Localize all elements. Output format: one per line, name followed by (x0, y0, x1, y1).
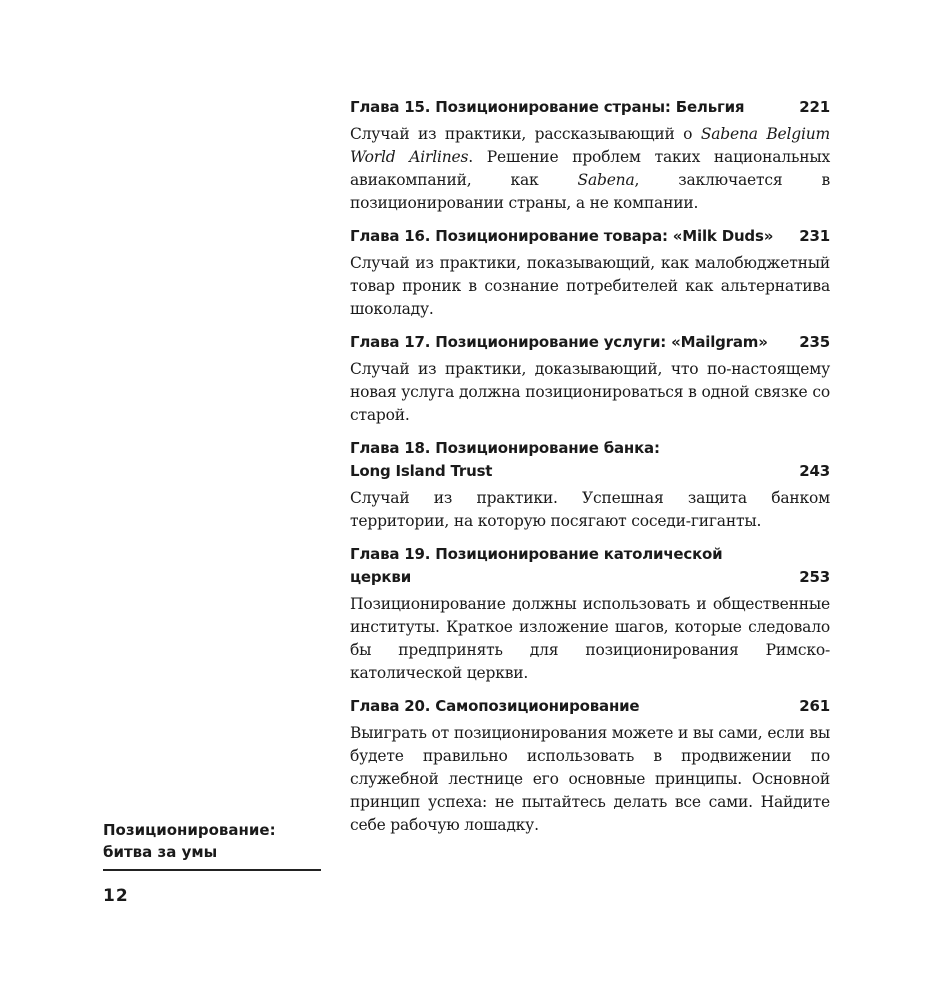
chapter-title-continued: церкви (350, 568, 412, 586)
chapter-page-number: 261 (799, 697, 830, 715)
chapter-heading (350, 225, 830, 248)
chapter-page-number: 243 (799, 462, 830, 480)
book-title-line-2: битва за умы (103, 843, 218, 861)
chapter-title: Глава 16. Позиционирование товара: «Milk Duds» (350, 227, 774, 245)
chapter-title: Глава 15. Позиционирование страны: Бельгия (350, 98, 745, 116)
book-title-line-1: Позиционирование: (103, 821, 276, 839)
chapter-heading (350, 695, 830, 718)
chapter-page-number: 253 (799, 568, 830, 586)
chapter-description: Случай из практики, рассказывающий о Sabena Belgium World Airlines. Решение проблем таких национальных авиакомпаний, как Sabena, заключается в позиционировании страны, а не компании. (350, 125, 830, 212)
chapter-title: Глава 18. Позиционирование банка: (350, 439, 660, 457)
toc-entry-chapter-15 (350, 96, 830, 215)
toc-entry-chapter-16 (350, 225, 830, 321)
chapter-description: Случай из практики, показывающий, как малобюджетный товар проник в сознание потребителей как альтернатива шоколаду. (350, 254, 830, 318)
chapter-page-number: 231 (799, 227, 830, 245)
chapter-title: Глава 17. Позиционирование услуги: «Mailgram» (350, 333, 768, 351)
chapter-heading (350, 331, 830, 354)
toc-entry-chapter-20 (350, 695, 830, 837)
book-title (103, 819, 321, 863)
chapter-page-number: 221 (799, 98, 830, 116)
chapter-description: Случай из практики, доказывающий, что по-настоящему новая услуга должна позиционироваться в одной связке со старой. (350, 360, 830, 424)
page-number: 12 (103, 886, 129, 906)
table-of-contents (350, 96, 830, 847)
running-footer (103, 819, 321, 906)
chapter-heading (350, 96, 830, 119)
chapter-heading-line-2 (350, 460, 830, 483)
chapter-heading-line-1 (350, 437, 830, 460)
chapter-description: Случай из практики. Успешная защита банком территории, на которую посягают соседи-гиганты. (350, 489, 830, 530)
toc-entry-chapter-19 (350, 543, 830, 685)
toc-entry-chapter-17 (350, 331, 830, 427)
chapter-heading-line-2 (350, 566, 830, 589)
chapter-title-continued: Long Island Trust (350, 462, 493, 480)
chapter-description: Позиционирование должны использовать и общественные институты. Краткое изложение шагов, которые следовало бы предпринять для позиционирования Римско-католической церкви. (350, 595, 830, 682)
chapter-title: Глава 20. Самопозиционирование (350, 697, 640, 715)
toc-entry-chapter-18 (350, 437, 830, 533)
chapter-title: Глава 19. Позиционирование католической (350, 545, 723, 563)
divider (103, 869, 321, 871)
chapter-page-number: 235 (799, 333, 830, 351)
chapter-heading-line-1 (350, 543, 830, 566)
chapter-description: Выиграть от позиционирования можете и вы сами, если вы будете правильно использовать в продвижении по служебной лестнице его основные принципы. Основной принцип успеха: не пытайтесь делать все сами. Найдите себе рабочую лошадку. (350, 724, 830, 834)
